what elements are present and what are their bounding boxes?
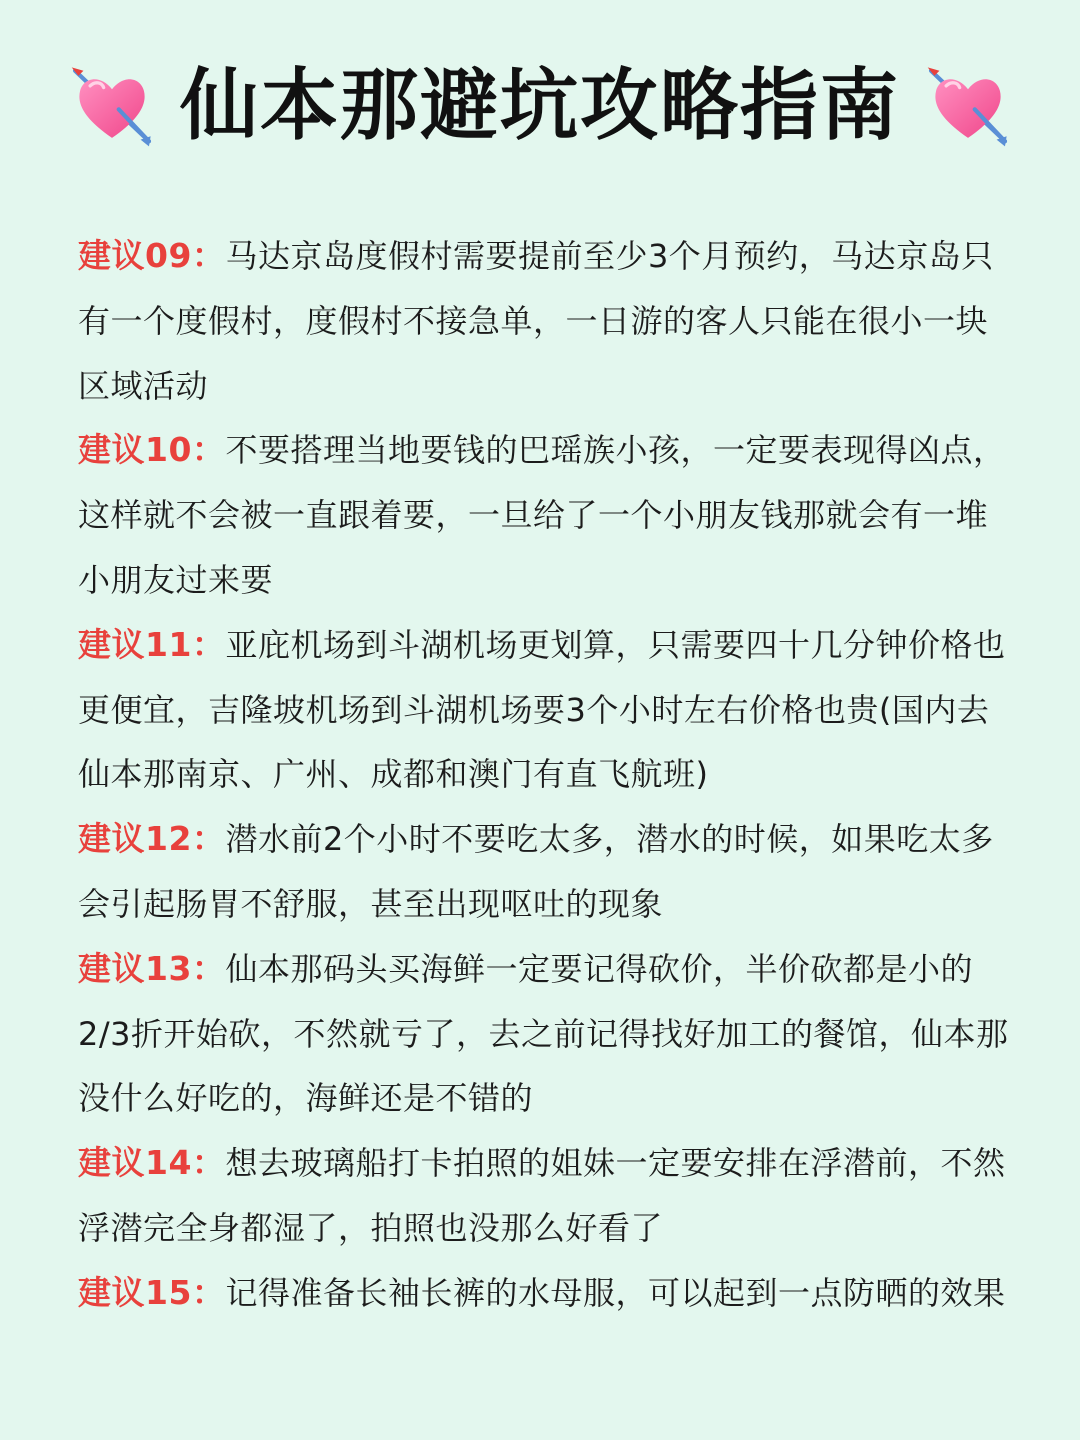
tip-text: 马达京岛度假村需要提前至少3个月预约，马达京岛只有一个度假村，度假村不接急单，一日游的客人只能在很小一块区域活动 [78, 237, 994, 405]
tips-list [78, 224, 1013, 1326]
tip-text: 潜水前2个小时不要吃太多，潜水的时候，如果吃太多会引起肠胃不舒服，甚至出现呕吐的现象 [78, 820, 994, 923]
tip-text: 想去玻璃船打卡拍照的姐妹一定要安排在浮潜前，不然浮潜完全身都湿了，拍照也没那么好看了 [78, 1144, 1006, 1247]
tip-label: 建议12： [78, 819, 226, 859]
tip-item [78, 1131, 1013, 1261]
heart-with-arrow-icon [926, 64, 1010, 148]
tip-label: 建议13： [78, 948, 226, 988]
header [0, 56, 1080, 156]
tip-item [78, 224, 1013, 418]
tip-label: 建议14： [78, 1143, 226, 1183]
tip-text: 记得准备长袖长裤的水母服，可以起到一点防晒的效果 [225, 1273, 1006, 1312]
tip-text: 仙本那码头买海鲜一定要记得砍价，半价砍都是小的2/3折开始砍，不然就亏了，去之前记得找好加工的餐馆，仙本那没什么好吃的，海鲜还是不错的 [78, 949, 1009, 1118]
tip-label: 建议11： [78, 624, 226, 664]
tip-label: 建议15： [78, 1272, 226, 1312]
tip-item [78, 807, 1013, 937]
tip-text: 不要搭理当地要钱的巴瑶族小孩，一定要表现得凶点，这样就不会被一直跟着要，一旦给了一个小朋友钱那就会有一堆小朋友过来要 [78, 431, 1006, 599]
tip-label: 建议09： [78, 236, 226, 275]
tip-item [78, 613, 1013, 807]
tip-text: 亚庇机场到斗湖机场更划算，只需要四十几分钟价格也更便宜，吉隆坡机场到斗湖机场要3个小时左右价格也贵(国内去仙本那南京、广州、成都和澳门有直飞航班) [78, 625, 1006, 794]
tip-item [78, 1261, 1013, 1326]
tip-item [78, 418, 1013, 612]
heart-with-arrow-icon [70, 64, 154, 148]
page-title: 仙本那避坑攻略指南 [179, 61, 900, 151]
tip-item [78, 937, 1013, 1131]
tip-label: 建议10： [78, 430, 226, 470]
